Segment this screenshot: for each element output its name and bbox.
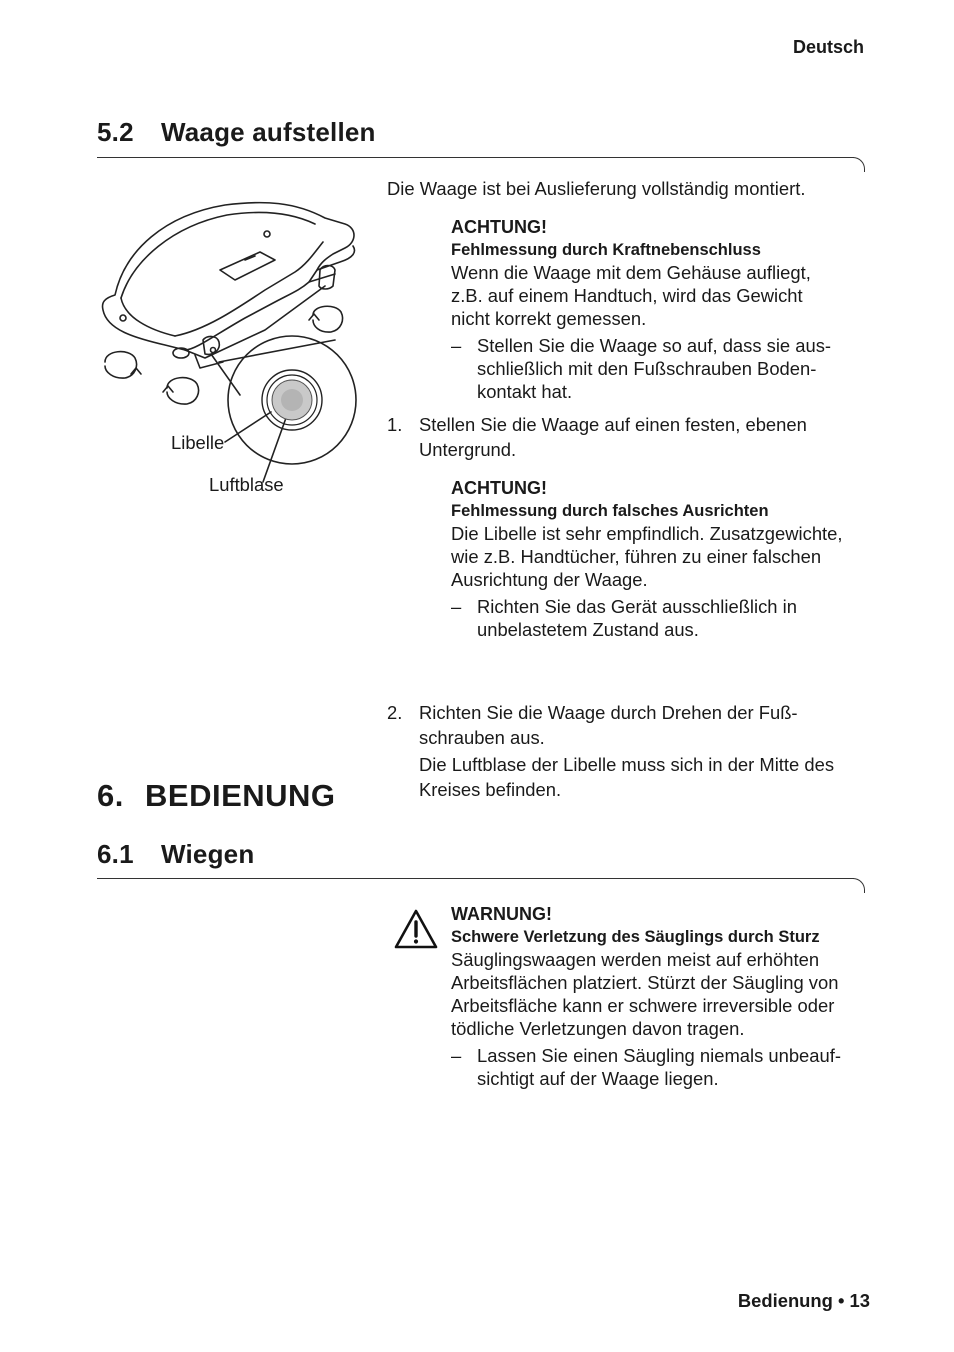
baby-scale-illustration [95,190,375,510]
section-number: 5.2 [97,117,134,147]
warning-line: tödliche Verletzungen davon tragen. [451,1018,745,1039]
chapter-number: 6. [97,778,124,813]
warning-line: Säuglingswaagen werden meist auf erhöhten [451,949,820,970]
warning-block [451,902,871,1090]
scale-figure [95,190,375,510]
warning-triangle-icon [393,908,439,950]
caution-line: Ausrichtung der Waage. [451,569,648,590]
step-note-line: Die Luftblase der Libelle muss sich in der Mitte des [419,754,835,775]
caution-line: z.B. auf einem Handtuch, wird das Gewicht [451,285,803,306]
step-marker: 2. [387,702,403,723]
section-rule [97,878,854,879]
caution-title: ACHTUNG! [451,217,547,237]
caution-dash-item [451,334,871,403]
caution-subtitle: Fehlmessung durch falsches Ausrichten [451,502,769,520]
step-1 [387,412,899,462]
dash-line: schließlich mit den Fußschrauben Boden- [477,358,817,379]
intro-text: Die Waage ist bei Auslieferung vollständig montiert. [387,178,806,199]
section-rule-hook [850,878,865,893]
caution-line: Die Libelle ist sehr empfindlich. Zusatzgewichte, [451,523,843,544]
dash-line: Richten Sie das Gerät ausschließlich in [477,596,797,617]
dash-line: kontakt hat. [477,381,573,402]
dash-line: unbelastetem Zustand aus. [477,619,699,640]
step-2 [387,700,899,802]
figure-label-luftblase: Luftblase [209,474,284,495]
section-rule [97,157,854,158]
section-title: Waage aufstellen [161,117,376,147]
caution-line: Wenn die Waage mit dem Gehäuse aufliegt, [451,262,811,283]
warning-line: Arbeitsfläche kann er schwere irreversible oder [451,995,835,1016]
warning-line: Arbeitsflächen platziert. Stürzt der Säugling von [451,972,839,993]
chapter-title: BEDIENUNG [145,778,336,813]
warning-dash-item [451,1044,871,1090]
page-footer: Bedienung • 13 [737,1290,870,1311]
dash-marker: – [451,335,462,356]
section-6-1-heading [97,839,254,870]
step-note-line: Kreises befinden. [419,779,562,800]
step-line: schrauben aus. [419,727,545,748]
dash-marker: – [451,596,462,617]
caution-dash-item [451,595,871,641]
chapter-6-heading [97,778,336,814]
dash-line: Stellen Sie die Waage so auf, dass sie aus- [477,335,832,356]
language-label: Deutsch [792,37,864,57]
section-5-2-heading [97,117,376,148]
caution-line: nicht korrekt gemessen. [451,308,647,329]
caution-block-2 [451,476,871,641]
caution-line: wie z.B. Handtücher, führen zu einer falschen [451,546,822,567]
step-line: Untergrund. [419,439,517,460]
figure-label-libelle: Libelle [171,432,225,453]
warning-subtitle: Schwere Verletzung des Säuglings durch Sturz [451,928,820,946]
dash-marker: – [451,1045,462,1066]
section-title: Wiegen [161,839,255,869]
warning-title: WARNUNG! [451,904,552,924]
caution-block-1 [451,215,871,403]
step-marker: 1. [387,414,403,435]
section-number: 6.1 [97,839,134,869]
step-line: Richten Sie die Waage durch Drehen der Fuß- [419,702,798,723]
caution-subtitle: Fehlmessung durch Kraftnebenschluss [451,241,761,259]
caution-title: ACHTUNG! [451,478,547,498]
section-rule-hook [850,157,865,172]
dash-line: Lassen Sie einen Säugling niemals unbeauf- [477,1045,841,1066]
dash-line: sichtigt auf der Waage liegen. [477,1068,719,1089]
step-line: Stellen Sie die Waage auf einen festen, ebenen [419,414,807,435]
